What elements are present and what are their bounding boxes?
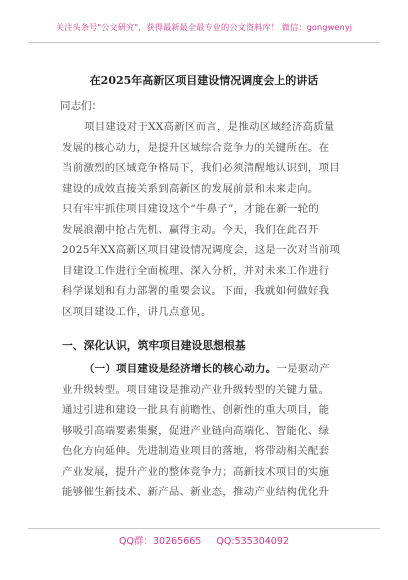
header-divider [28, 42, 380, 43]
text-line: 发展的核心动力，是提升区域综合竞争力的关键所在。在 [62, 141, 330, 154]
paragraph-section1 [62, 359, 352, 503]
footer-qq-group: QQ群：30265665 [119, 536, 202, 547]
text-line: 发展浪潮中抢占先机、赢得主动。今天，我们在此召开 [62, 223, 319, 236]
section-heading: 一、深化认识，筑牢项目建设思想根基 [62, 339, 246, 352]
subheading: （一）项目建设是经济增长的核心动力。 [84, 363, 277, 375]
text-line: 目建设工作进行全面梳理、深入分析，并对未来工作进行 [62, 264, 330, 277]
document-title: 在2025年高新区项目建设情况调度会上的讲话 [89, 74, 319, 87]
text-line: 当前激烈的区域竞争格局下，我们必须清醒地认识到，项目 [62, 162, 340, 174]
salutation: 同志们： [60, 100, 102, 112]
text-line: 建设的成效直接关系到高新区的发展前景和未来走向。 [62, 182, 319, 195]
text-line: 色化方向延伸。先进制造业项目的落地，将带动相关配套 [62, 445, 330, 457]
text-line: 通过引进和建设一批具有前瞻性、创新性的重大项目，能 [62, 404, 330, 416]
text-line: 只有牢牢抓住项目建设这个“牛鼻子”，才能在新一轮的 [62, 203, 320, 215]
text-line: 够吸引高端要素集聚，促进产业链向高端化、智能化、绿 [62, 424, 330, 437]
text-line: 区项目建设工作，讲几点意见。 [62, 305, 212, 318]
footer [0, 533, 408, 547]
footer-qq: QQ:535304092 [216, 536, 289, 547]
subheading-tail: 一是驱动产 [276, 363, 330, 375]
header-banner: 关注头条号"公文研究"，获得最新最全最专业的公文资料库！ 微信：gongwenyj [55, 22, 353, 32]
text-line: 2025年XX高新区项目建设情况调度会，这是一次对当前项 [62, 244, 341, 256]
footer-divider [28, 528, 380, 529]
text-line-with-subheading [62, 359, 352, 380]
text-line: 科学谋划和有力部署的重要会议。下面，我就如何做好我 [62, 285, 330, 297]
text-line: 项目建设对于XX高新区而言，是推动区域经济高质量 [84, 121, 335, 133]
text-line: 产业发展，提升产业的整体竞争力；高新技术项目的实施 [62, 465, 330, 478]
text-line: 能够催生新技术、新产品、新业态，推动产业结构优化升 [62, 486, 330, 498]
paragraph-intro [62, 117, 352, 322]
text-line: 业升级转型。项目建设是推动产业升级转型的关键力量。 [62, 383, 330, 396]
